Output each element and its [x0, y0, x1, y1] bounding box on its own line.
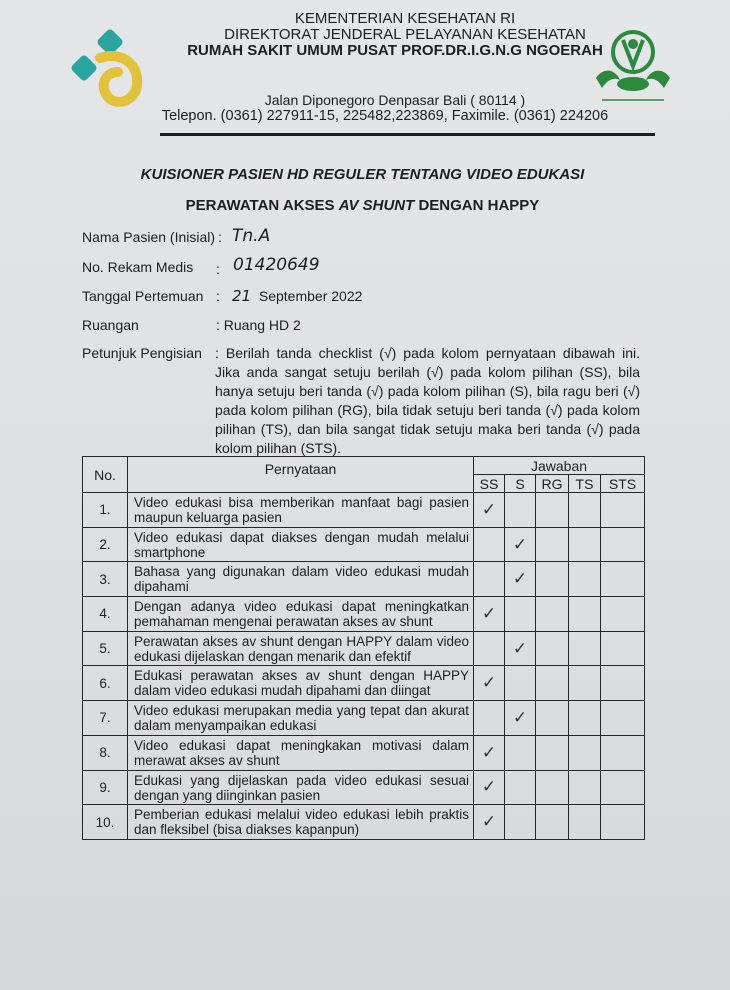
check-mark-icon: ✓	[512, 707, 528, 728]
answer-cell-ts	[569, 701, 601, 736]
answer-cell-rg	[536, 631, 569, 666]
table-row	[83, 493, 645, 528]
answer-cell-ts	[569, 493, 601, 528]
answer-cell-s	[505, 527, 536, 562]
questionnaire-table	[82, 456, 645, 840]
patient-name-label: Nama Pasien (Inisial)	[82, 229, 216, 245]
header-option-ts: TS	[569, 475, 601, 493]
answer-cell-sts	[601, 701, 645, 736]
answer-cell-s	[505, 666, 536, 701]
answer-cell-rg	[536, 666, 569, 701]
answer-cell-rg	[536, 805, 569, 840]
answer-cell-s	[505, 631, 536, 666]
table-row	[83, 770, 645, 805]
row-statement: Edukasi perawatan akses av shunt dengan HAPPY dalam video edukasi mudah dipahami dan diingat	[128, 666, 474, 701]
row-statement: Edukasi yang dijelaskan pada video edukasi sesuai dengan yang diinginkan pasien	[128, 770, 474, 805]
row-number: 8.	[83, 735, 128, 770]
questionnaire-subtitle: PERAWATAN AKSES AV SHUNT DENGAN HAPPY	[185, 197, 540, 214]
answer-cell-rg	[536, 735, 569, 770]
answer-cell-ss	[474, 597, 505, 632]
header-address: Jalan Diponegoro Denpasar Bali ( 80114 )	[264, 92, 526, 108]
patient-name-value: Tn.A	[232, 226, 271, 246]
answer-cell-sts	[601, 666, 645, 701]
row-number: 10.	[83, 805, 128, 840]
check-mark-icon: ✓	[481, 742, 497, 763]
answer-cell-ss	[474, 701, 505, 736]
answer-cell-rg	[536, 493, 569, 528]
answer-cell-s	[505, 493, 536, 528]
header-option-ss: SS	[474, 475, 505, 493]
answer-cell-ss	[474, 527, 505, 562]
row-number: 9.	[83, 770, 128, 805]
meeting-date-label: Tanggal Pertemuan	[82, 288, 204, 304]
check-mark-icon: ✓	[481, 499, 497, 520]
medical-record-colon: :	[216, 261, 220, 277]
row-number: 1.	[83, 493, 128, 528]
row-statement: Video edukasi bisa memberikan manfaat bagi pasien maupun keluarga pasien	[128, 493, 474, 528]
check-mark-icon: ✓	[481, 603, 497, 624]
medical-record-label: No. Rekam Medis	[82, 259, 194, 275]
table-row	[83, 735, 645, 770]
answer-cell-ss	[474, 770, 505, 805]
answer-cell-ss	[474, 666, 505, 701]
answer-cell-sts	[601, 493, 645, 528]
row-statement: Perawatan akses av shunt dengan HAPPY dalam video edukasi dijelaskan dengan menarik dan efektif	[128, 631, 474, 666]
answer-cell-rg	[536, 562, 569, 597]
answer-cell-sts	[601, 770, 645, 805]
answer-cell-sts	[601, 631, 645, 666]
row-number: 5.	[83, 631, 128, 666]
header-statement: Pernyataan	[128, 457, 474, 493]
answer-cell-sts	[601, 562, 645, 597]
check-mark-icon: ✓	[512, 534, 528, 555]
table-row	[83, 562, 645, 597]
answer-cell-s	[505, 701, 536, 736]
answer-cell-s	[505, 562, 536, 597]
answer-cell-ss	[474, 631, 505, 666]
header-answer: Jawaban	[474, 457, 645, 475]
header-divider	[160, 133, 655, 136]
answer-cell-ts	[569, 631, 601, 666]
questionnaire-title: KUISIONER PASIEN HD REGULER TENTANG VIDEO EDUKASI	[140, 166, 585, 183]
instructions-text: : Berilah tanda checklist (√) pada kolom pernyataan dibawah ini. Jika anda sangat setuju berilah (√) pada kolom pilihan (SS), bila hanya setuju beri tanda (√) pada kolom pilihan (S), bila ragu beri (√) pada kolom pilihan (RG), bila tidak setuju beri tanda (√) pada kolom pilihan (TS), dan bila sangat tidak setuju maka beri tanda (√) pada kolom pilihan (STS).	[215, 345, 640, 456]
table-row	[83, 631, 645, 666]
row-statement: Video edukasi merupakan media yang tepat dan akurat dalam menyampaikan edukasi	[128, 701, 474, 736]
row-statement: Pemberian edukasi melalui video edukasi lebih praktis dan fleksibel (bisa diakses kapanpun)	[128, 805, 474, 840]
header-option-s: S	[505, 475, 536, 493]
answer-cell-sts	[601, 805, 645, 840]
answer-cell-rg	[536, 701, 569, 736]
answer-cell-s	[505, 597, 536, 632]
header-ministry: KEMENTERIAN KESEHATAN RI	[294, 10, 516, 27]
meeting-date-colon: :	[216, 288, 220, 304]
row-statement: Bahasa yang digunakan dalam video edukasi mudah dipahami	[128, 562, 474, 597]
row-number: 7.	[83, 701, 128, 736]
row-statement: Dengan adanya video edukasi dapat meningkatkan pemahaman mengenai perawatan akses av shunt	[128, 597, 474, 632]
header-hospital-name: RUMAH SAKIT UMUM PUSAT PROF.DR.I.G.N.G NGOERAH	[187, 42, 603, 59]
answer-cell-rg	[536, 527, 569, 562]
check-mark-icon: ✓	[512, 638, 528, 659]
answer-cell-ts	[569, 805, 601, 840]
header-phone: Telepon. (0361) 227911-15, 225482,223869, Faximile. (0361) 224206	[161, 108, 609, 124]
header-no: No.	[83, 457, 128, 493]
row-statement: Video edukasi dapat diakses dengan mudah melalui smartphone	[128, 527, 474, 562]
answer-cell-ss	[474, 493, 505, 528]
header-option-rg: RG	[536, 475, 569, 493]
row-statement: Video edukasi dapat meningkakan motivasi dalam merawat akses av shunt	[128, 735, 474, 770]
row-number: 3.	[83, 562, 128, 597]
answer-cell-ts	[569, 527, 601, 562]
check-mark-icon: ✓	[481, 673, 497, 694]
answer-cell-s	[505, 770, 536, 805]
header-directorate: DIREKTORAT JENDERAL PELAYANAN KESEHATAN	[224, 26, 586, 43]
meeting-date-value: 21 September 2022	[232, 287, 363, 305]
row-number: 4.	[83, 597, 128, 632]
row-number: 6.	[83, 666, 128, 701]
ministry-logo	[70, 28, 148, 110]
answer-cell-ts	[569, 735, 601, 770]
answer-cell-sts	[601, 527, 645, 562]
check-mark-icon: ✓	[481, 812, 497, 833]
answer-cell-ss	[474, 562, 505, 597]
answer-cell-s	[505, 735, 536, 770]
check-mark-icon: ✓	[512, 569, 528, 590]
row-number: 2.	[83, 527, 128, 562]
room-value: : Ruang HD 2	[216, 317, 301, 333]
answer-cell-ss	[474, 735, 505, 770]
instructions-label: Petunjuk Pengisian	[82, 345, 202, 361]
answer-cell-sts	[601, 735, 645, 770]
answer-cell-rg	[536, 770, 569, 805]
check-mark-icon: ✓	[481, 777, 497, 798]
answer-cell-ts	[569, 562, 601, 597]
table-row	[83, 666, 645, 701]
answer-cell-ts	[569, 770, 601, 805]
answer-cell-rg	[536, 597, 569, 632]
patient-name-colon: :	[218, 229, 222, 245]
answer-cell-sts	[601, 597, 645, 632]
table-row	[83, 527, 645, 562]
answer-cell-ts	[569, 666, 601, 701]
header-option-sts: STS	[601, 475, 645, 493]
room-label: Ruangan	[82, 317, 139, 333]
answer-cell-s	[505, 805, 536, 840]
table-row	[83, 805, 645, 840]
table-row	[83, 701, 645, 736]
answer-cell-ts	[569, 597, 601, 632]
medical-record-value: 01420649	[233, 255, 320, 275]
answer-cell-ss	[474, 805, 505, 840]
table-row	[83, 597, 645, 632]
